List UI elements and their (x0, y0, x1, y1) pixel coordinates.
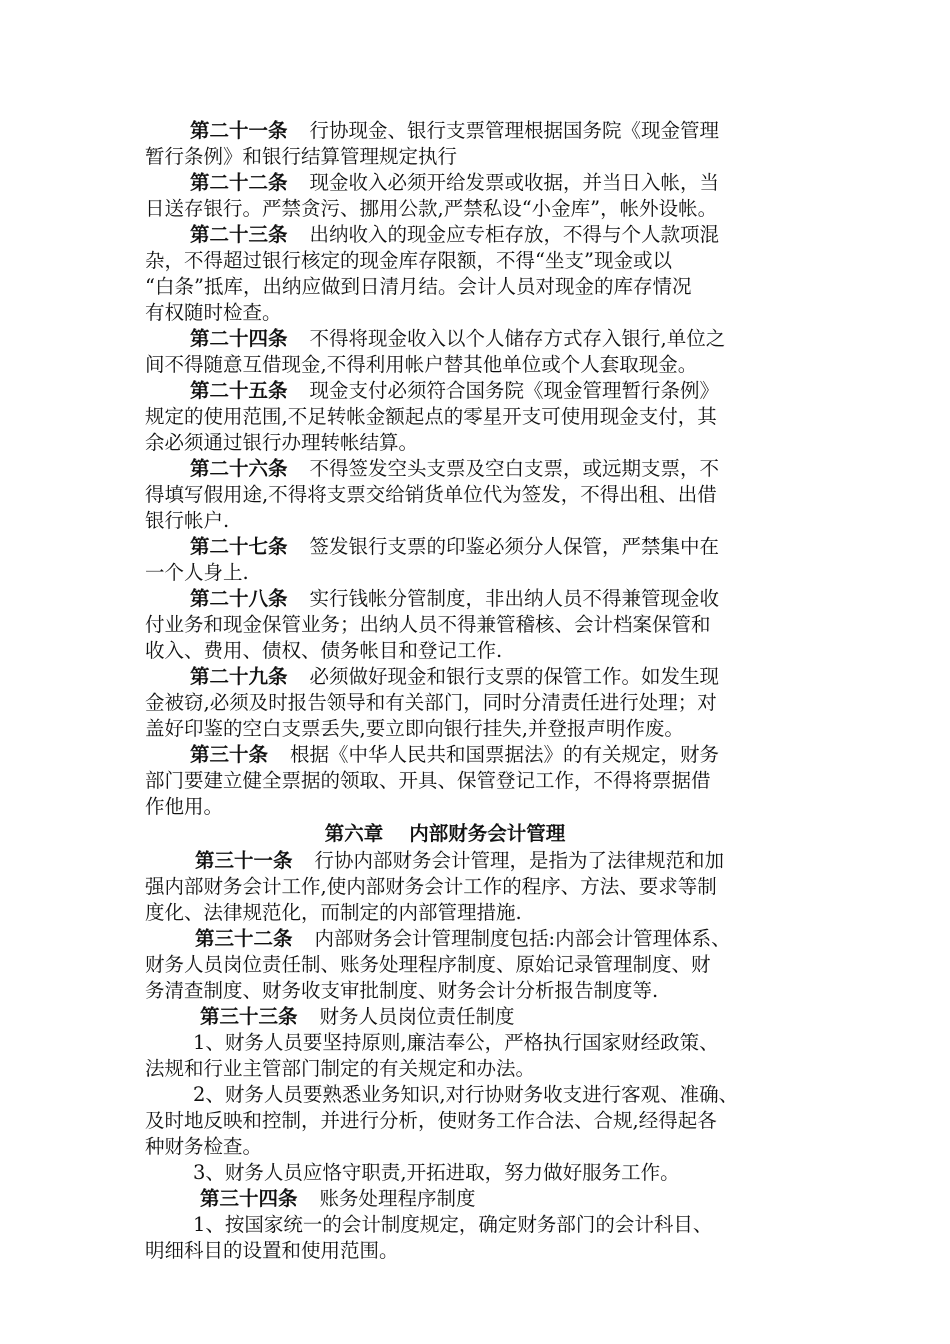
article-number: 第二十九条 (190, 665, 288, 688)
article-number: 第三十四条 (200, 1187, 298, 1210)
article-a34 (145, 1186, 820, 1212)
article-line (145, 170, 820, 196)
article-line (145, 848, 820, 874)
article-text: 金被窃,必须及时报告领导和有关部门，同时分清责任进行处理；对 (145, 691, 717, 714)
article-line (145, 352, 820, 378)
article-text: 间不得随意互借现金,不得利用帐户替其他单位或个人套取现金。 (145, 353, 698, 376)
article-number: 第二十四条 (190, 327, 288, 350)
article-number: 第二十三条 (190, 223, 288, 246)
article-number: 第二十五条 (190, 379, 288, 402)
item-line (145, 1108, 820, 1134)
list-item-i2 (145, 1082, 820, 1160)
article-line (145, 768, 820, 794)
article-a26 (145, 456, 820, 534)
article-text: 现金支付必须符合国务院《现金管理暂行条例》 (309, 379, 720, 402)
article-text: 余必须通过银行办理转帐结算。 (145, 431, 419, 454)
article-text: 暂行条例》和银行结算管理规定执行 (145, 145, 458, 168)
article-text: 付业务和现金保管业务；出纳人员不得兼管稽核、会计档案保管和 (145, 613, 711, 636)
article-line (145, 274, 820, 300)
article-text: 强内部财务会计工作,使内部财务会计工作的程序、方法、要求等制 (145, 875, 717, 898)
article-text: 杂，不得超过银行核定的现金库存限额，不得“坐支”现金或以 (145, 249, 672, 272)
article-text: 不得将现金收入以个人储存方式存入银行,单位之 (309, 327, 726, 350)
article-text: 度化、法律规范化，而制定的内部管理措施. (145, 901, 522, 924)
article-line (145, 482, 820, 508)
document-body (145, 118, 820, 1264)
article-text: 收入、费用、债权、债务帐目和登记工作. (145, 639, 503, 662)
article-line (145, 664, 820, 690)
article-text: “白条”抵库，出纳应做到日清月结。会计人员对现金的库存情况 (145, 275, 692, 298)
item-text: 明细科目的设置和使用范围。 (145, 1239, 399, 1262)
article-text: 必须做好现金和银行支票的保管工作。如发生现 (309, 665, 720, 688)
article-text: 现金收入必须开给发票或收据，并当日入帐，当 (309, 171, 720, 194)
article-line (145, 118, 820, 144)
article-text: 银行帐户. (145, 509, 230, 532)
article-line (145, 144, 820, 170)
article-line (145, 248, 820, 274)
article-text: 务清查制度、财务收支审批制度、财务会计分析报告制度等. (145, 979, 659, 1002)
article-line (145, 716, 820, 742)
article-text: 行协内部财务会计管理，是指为了法律规范和加 (314, 849, 725, 872)
article-line (145, 430, 820, 456)
article-number: 第三十三条 (200, 1005, 298, 1028)
article-a29 (145, 664, 820, 742)
article-line (145, 196, 820, 222)
article-line (145, 534, 820, 560)
article-line (145, 300, 820, 326)
article-text: 财务人员岗位责任制度 (319, 1005, 515, 1028)
item-line (145, 1212, 820, 1238)
article-a25 (145, 378, 820, 456)
article-line (145, 404, 820, 430)
item-line (145, 1134, 820, 1160)
item-line (145, 1082, 820, 1108)
article-line (145, 952, 820, 978)
article-text: 得填写假用途,不得将支票交给销货单位代为签发，不得出租、出借 (145, 483, 717, 506)
item-text: 法规和行业主管部门制定的有关规定和办法。 (145, 1057, 536, 1080)
article-text: 一个人身上. (145, 561, 249, 584)
article-line (145, 742, 820, 768)
list-item-i4 (145, 1212, 820, 1264)
item-line (145, 1160, 820, 1186)
article-line (145, 926, 820, 952)
item-line (145, 1238, 820, 1264)
article-line (145, 378, 820, 404)
article-text: 不得签发空头支票及空白支票，或远期支票，不 (309, 457, 720, 480)
article-line (145, 900, 820, 926)
article-number: 第三十条 (190, 743, 269, 766)
article-line (145, 612, 820, 638)
article-a33 (145, 1004, 820, 1030)
article-a30 (145, 742, 820, 820)
chapter-number: 第六章 (324, 822, 384, 845)
article-text: 作他用。 (145, 795, 224, 818)
article-text: 财务人员岗位责任制、账务处理程序制度、原始记录管理制度、财 (145, 953, 711, 976)
article-text: 规定的使用范围,不足转帐金额起点的零星开支可使用现金支付，其 (145, 405, 717, 428)
item-line (145, 1030, 820, 1056)
article-a22 (145, 170, 820, 222)
article-line (145, 690, 820, 716)
article-a23 (145, 222, 820, 326)
article-line (145, 1186, 820, 1212)
article-number: 第三十二条 (195, 927, 293, 950)
item-line (145, 1056, 820, 1082)
item-text: 2、财务人员要熟悉业务知识,对行协财务收支进行客观、准确、 (193, 1083, 739, 1106)
article-text: 出纳收入的现金应专柜存放，不得与个人款项混 (309, 223, 720, 246)
list-item-i3 (145, 1160, 820, 1186)
article-text: 账务处理程序制度 (319, 1187, 476, 1210)
article-text: 日送存银行。严禁贪污、挪用公款,严禁私设“小金库”，帐外设帐。 (145, 197, 718, 220)
article-number: 第二十七条 (190, 535, 288, 558)
chapter-heading (145, 820, 745, 848)
article-text: 签发银行支票的印鉴必须分人保管，严禁集中在 (309, 535, 720, 558)
article-text: 行协现金、银行支票管理根据国务院《现金管理 (309, 119, 720, 142)
list-item-i1 (145, 1030, 820, 1082)
article-text: 部门要建立健全票据的领取、开具、保管登记工作，不得将票据借 (145, 769, 711, 792)
article-number: 第二十六条 (190, 457, 288, 480)
article-a31 (145, 848, 820, 926)
article-line (145, 222, 820, 248)
item-text: 1、按国家统一的会计制度规定，确定财务部门的会计科目、 (193, 1213, 713, 1236)
article-a21 (145, 118, 820, 170)
article-line (145, 586, 820, 612)
article-a27 (145, 534, 820, 586)
article-line (145, 978, 820, 1004)
article-text: 有权随时检查。 (145, 301, 282, 324)
item-text: 3、财务人员应恪守职责,开拓进取，努力做好服务工作。 (193, 1161, 680, 1184)
article-text: 实行钱帐分管制度，非出纳人员不得兼管现金收 (309, 587, 720, 610)
article-line (145, 560, 820, 586)
article-a24 (145, 326, 820, 378)
article-number: 第三十一条 (195, 849, 293, 872)
article-line (145, 638, 820, 664)
article-line (145, 508, 820, 534)
article-a28 (145, 586, 820, 664)
article-text: 盖好印鉴的空白支票丢失,要立即向银行挂失,并登报声明作废。 (145, 717, 684, 740)
article-number: 第二十二条 (190, 171, 288, 194)
article-line (145, 874, 820, 900)
article-line (145, 1004, 820, 1030)
article-number: 第二十一条 (190, 119, 288, 142)
item-text: 1、财务人员要坚持原则,廉洁奉公，严格执行国家财经政策、 (193, 1031, 719, 1054)
article-text: 内部财务会计管理制度包括:内部会计管理体系、 (314, 927, 731, 950)
item-text: 种财务检查。 (145, 1135, 263, 1158)
article-line (145, 326, 820, 352)
item-text: 及时地反映和控制，并进行分析，使财务工作合法、合规,经得起各 (145, 1109, 717, 1132)
article-line (145, 456, 820, 482)
article-number: 第二十八条 (190, 587, 288, 610)
article-a32 (145, 926, 820, 1004)
chapter-title: 内部财务会计管理 (409, 822, 566, 845)
article-line (145, 794, 820, 820)
article-text: 根据《中华人民共和国票据法》的有关规定，财务 (290, 743, 720, 766)
